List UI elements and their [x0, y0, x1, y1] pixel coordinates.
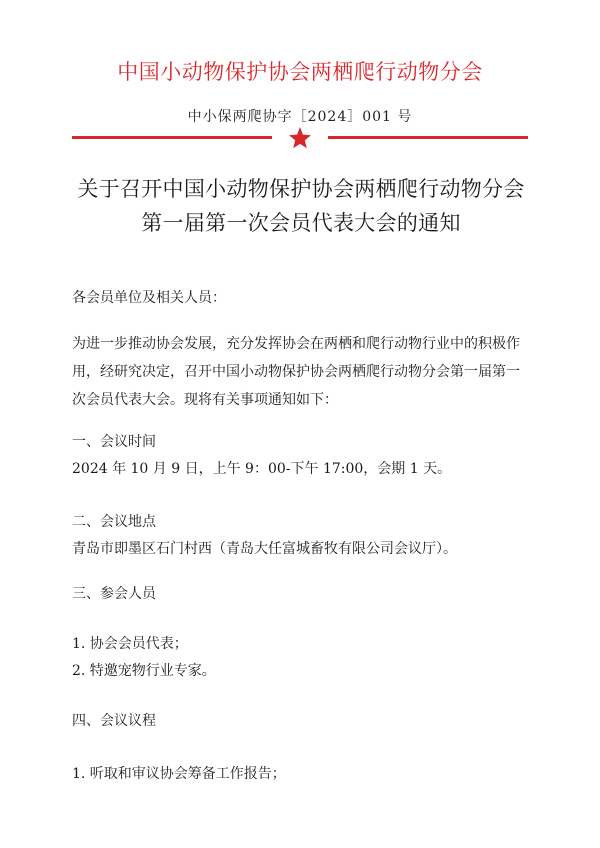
divider-line-right: [328, 136, 528, 139]
notice-title: 关于召开中国小动物保护协会两栖爬行动物分会第一届第一次会员代表大会的通知: [77, 177, 525, 235]
section-heading: 二、会议地点: [72, 514, 156, 530]
organization-title: 中国小动物保护协会两栖爬行动物分会: [117, 60, 483, 84]
section-content: 2024 年 10 月 9 日，上午 9：00-下午 17:00，会期 1 天。: [72, 461, 452, 477]
section-content: 青岛市即墨区石门村西（青岛大任富城畜牧有限公司会议厅）。: [72, 541, 457, 557]
red-divider: [72, 126, 528, 150]
section-heading: 四、会议议程: [72, 713, 156, 729]
document-number: 中小保两爬协字［2024］001 号: [187, 109, 413, 125]
list-item: 1. 听取和审议协会筹备工作报告；: [72, 766, 286, 782]
section-heading: 三、参会人员: [72, 586, 156, 602]
list-item: 1. 协会会员代表；: [72, 636, 188, 652]
salutation: 各会员单位及相关人员：: [72, 290, 226, 306]
list-item: 2. 特邀宠物行业专家。: [72, 663, 216, 679]
star-icon: [288, 126, 312, 150]
intro-paragraph: 为进一步推动协会发展，充分发挥协会在两栖和爬行动物行业中的积极作用，经研究决定，召开中国小动物保护协会两栖爬行动物分会第一届第一次会员代表大会。现将有关事项通知如下：: [72, 336, 520, 408]
divider-line-left: [72, 136, 272, 139]
section-heading: 一、会议时间: [72, 434, 156, 450]
